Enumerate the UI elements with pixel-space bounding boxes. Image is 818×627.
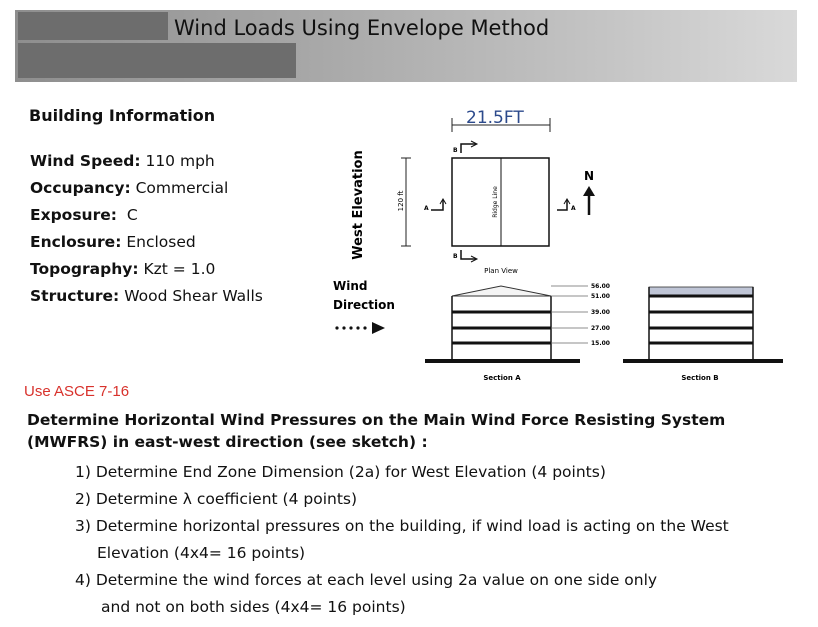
- section-a-label: Section A: [483, 374, 521, 382]
- marker-b-top: B: [453, 147, 458, 154]
- task-3-continued: Elevation (4x4= 16 points): [97, 544, 306, 562]
- north-label: N: [583, 169, 595, 183]
- marker-b-bottom: B: [453, 253, 458, 260]
- info-row-occupancy: Occupancy: Commercial: [30, 179, 229, 197]
- info-row-topography: Topography: Kzt = 1.0: [30, 260, 216, 278]
- task-3: 3) Determine horizontal pressures on the building, if wind load is acting on the West: [75, 517, 729, 535]
- plan-view-label: Plan View: [484, 267, 518, 275]
- info-row-structure: Structure: Wood Shear Walls: [30, 287, 263, 305]
- task-4-continued: and not on both sides (4x4= 16 points): [101, 598, 406, 616]
- section-b-label: Section B: [681, 374, 719, 382]
- task-4: 4) Determine the wind forces at each level using 2a value on one side only: [75, 571, 658, 589]
- task-1: 1) Determine End Zone Dimension (2a) for West Elevation (4 points): [75, 463, 606, 481]
- level-label-15: 15.00: [591, 340, 610, 347]
- section-a-drawing: [425, 286, 580, 361]
- marker-a-left: A: [424, 205, 429, 212]
- west-elevation-label: West Elevation: [351, 150, 366, 260]
- wind-direction-arrow-icon: [335, 322, 385, 334]
- level-label-51: 51.00: [591, 293, 610, 300]
- marker-a-right: A: [571, 205, 576, 212]
- ridge-line-label: Ridge Line: [492, 186, 499, 218]
- page-title: Wind Loads Using Envelope Method: [174, 16, 550, 40]
- info-row-exposure: Exposure: C: [30, 206, 138, 224]
- use-code-note: Use ASCE 7-16: [24, 383, 130, 400]
- section-b-drawing: [623, 287, 783, 361]
- task-2: 2) Determine λ coefficient (4 points): [75, 490, 358, 508]
- wind-label-line2: Direction: [333, 298, 395, 312]
- info-row-wind-speed: Wind Speed: 110 mph: [30, 152, 215, 170]
- level-leaders: [551, 286, 588, 343]
- level-label-56: 56.00: [591, 283, 610, 290]
- question-text: Determine Horizontal Wind Pressures on the Main Wind Force Resisting System (MWFRS) in east-west direction (see sketch) :: [27, 411, 726, 451]
- height-label: 120 ft: [397, 190, 405, 212]
- building-info-title: Building Information: [29, 106, 216, 125]
- level-label-27: 27.00: [591, 325, 610, 332]
- wind-label-line1: Wind: [333, 279, 368, 293]
- info-row-enclosure: Enclosure: Enclosed: [30, 233, 196, 251]
- level-label-39: 39.00: [591, 309, 610, 316]
- handwritten-width: 21.5FT: [466, 108, 524, 128]
